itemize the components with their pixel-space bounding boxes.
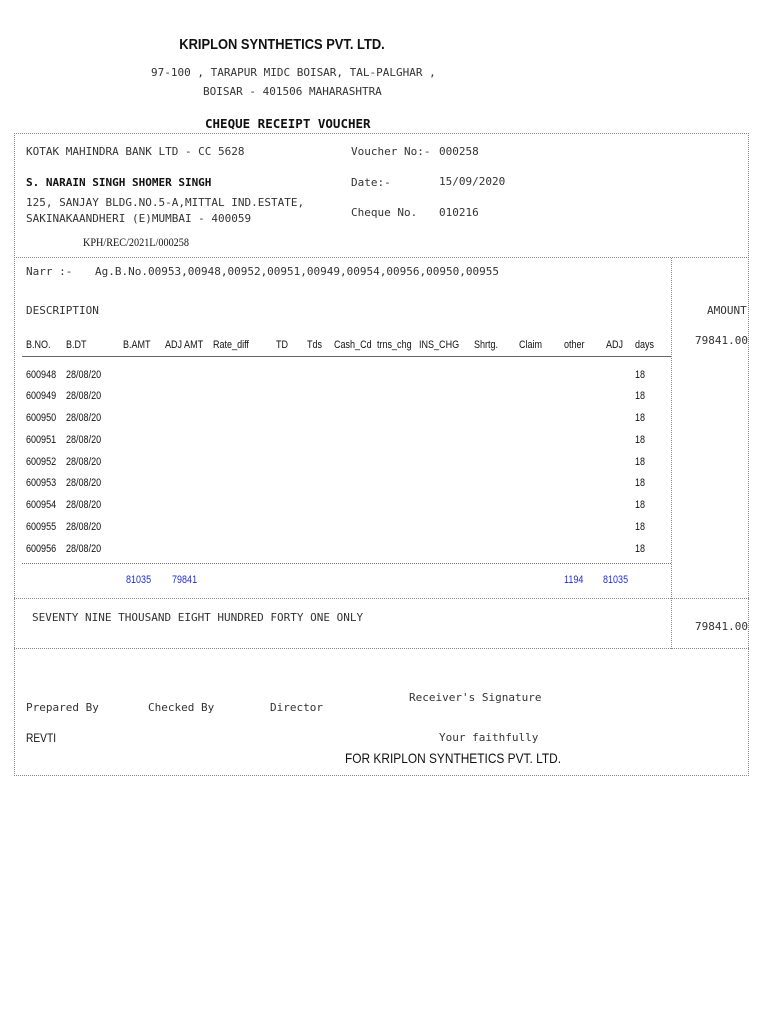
column-header-inschg: INS_CHG	[419, 339, 460, 351]
total-b-amt: 81035	[126, 574, 152, 586]
prepared-by-label: Prepared By	[26, 701, 99, 714]
company-address-line2: BOISAR - 401506 MAHARASHTRA	[203, 85, 382, 98]
table-cell-days: 18	[635, 521, 646, 533]
table-cell-bno: 600952	[26, 456, 57, 468]
table-header-rule	[22, 356, 671, 357]
company-name: KRIPLON SYNTHETICS PVT. LTD.	[179, 36, 385, 53]
table-cell-bdt: 28/08/20	[66, 456, 102, 468]
voucher-title: CHEQUE RECEIPT VOUCHER	[205, 116, 371, 131]
receipt-reference: KPH/REC/2021L/000258	[83, 235, 189, 249]
column-header-cashcd: Cash_Cd	[334, 339, 372, 351]
party-name: S. NARAIN SINGH SHOMER SINGH	[26, 176, 212, 189]
divider-info	[14, 257, 749, 258]
column-header-trnschg: trns_chg	[377, 339, 412, 351]
date-label: Date:-	[351, 176, 391, 189]
table-cell-bno: 600949	[26, 390, 57, 402]
amount-column-divider	[671, 258, 672, 649]
preparer-name: REVTI	[26, 731, 57, 745]
for-company-signature: FOR KRIPLON SYNTHETICS PVT. LTD.	[345, 750, 562, 766]
divider-table	[14, 598, 749, 599]
table-cell-days: 18	[635, 412, 646, 424]
narration-label: Narr :-	[26, 265, 73, 278]
voucher-frame	[14, 133, 749, 776]
cheque-no: 010216	[439, 206, 479, 219]
bank-name: KOTAK MAHINDRA BANK LTD - CC 5628	[26, 145, 245, 158]
company-address-line1: 97-100 , TARAPUR MIDC BOISAR, TAL-PALGHAR ,	[151, 66, 436, 79]
table-cell-bdt: 28/08/20	[66, 477, 102, 489]
voucher-no: 000258	[439, 145, 479, 158]
table-cell-days: 18	[635, 434, 646, 446]
cheque-no-label: Cheque No.	[351, 206, 418, 219]
checked-by-label: Checked By	[148, 701, 215, 714]
column-header-adj: ADJ	[606, 339, 624, 351]
closing-text: Your faithfully	[439, 731, 539, 744]
table-cell-bdt: 28/08/20	[66, 434, 102, 446]
description-label: DESCRIPTION	[26, 304, 99, 317]
party-address-line1: 125, SANJAY BLDG.NO.5-A,MITTAL IND.ESTATE,	[26, 196, 305, 209]
column-header-days: days	[635, 339, 655, 351]
table-cell-days: 18	[635, 369, 646, 381]
table-cell-days: 18	[635, 543, 646, 555]
column-header-td: TD	[276, 339, 289, 351]
column-header-ratediff: Rate_diff	[213, 339, 249, 351]
table-cell-bdt: 28/08/20	[66, 521, 102, 533]
column-header-adjamt: ADJ AMT	[165, 339, 204, 351]
amount-value: 79841.00	[695, 334, 748, 347]
table-cell-days: 18	[635, 499, 646, 511]
amount-label: AMOUNT	[707, 304, 747, 317]
amount-in-words: SEVENTY NINE THOUSAND EIGHT HUNDRED FORTY ONE ONLY	[32, 611, 364, 624]
table-cell-bdt: 28/08/20	[66, 499, 102, 511]
divider-words	[14, 648, 749, 649]
table-cell-bdt: 28/08/20	[66, 390, 102, 402]
table-cell-bno: 600950	[26, 412, 57, 424]
table-cell-bno: 600951	[26, 434, 57, 446]
total-other: 1194	[564, 574, 584, 586]
column-header-bamt: B.AMT	[123, 339, 151, 351]
table-cell-bno: 600956	[26, 543, 57, 555]
column-header-other: other	[564, 339, 585, 351]
total-adj: 81035	[603, 574, 629, 586]
table-cell-days: 18	[635, 477, 646, 489]
table-cell-bno: 600955	[26, 521, 57, 533]
total-adj-amt: 79841	[172, 574, 198, 586]
table-total-rule	[22, 563, 671, 564]
table-cell-bdt: 28/08/20	[66, 369, 102, 381]
voucher-no-label: Voucher No:-	[351, 145, 431, 158]
table-cell-bdt: 28/08/20	[66, 412, 102, 424]
table-cell-bno: 600954	[26, 499, 57, 511]
column-header-bno: B.NO.	[26, 339, 51, 351]
total-amount: 79841.00	[695, 620, 748, 633]
column-header-shrtg: Shrtg.	[474, 339, 499, 351]
receiver-signature-label: Receiver's Signature	[409, 691, 542, 704]
director-label: Director	[270, 701, 323, 714]
table-cell-bno: 600953	[26, 477, 57, 489]
table-cell-days: 18	[635, 456, 646, 468]
narration-text: Ag.B.No.00953,00948,00952,00951,00949,00954,00956,00950,00955	[95, 265, 499, 278]
column-header-tds: Tds	[307, 339, 323, 351]
column-header-claim: Claim	[519, 339, 543, 351]
voucher-date: 15/09/2020	[439, 175, 506, 188]
table-cell-bdt: 28/08/20	[66, 543, 102, 555]
party-address-line2: SAKINAKAANDHERI (E)MUMBAI - 400059	[26, 212, 252, 225]
column-header-bdt: B.DT	[66, 339, 87, 351]
table-cell-bno: 600948	[26, 369, 57, 381]
table-cell-days: 18	[635, 390, 646, 402]
